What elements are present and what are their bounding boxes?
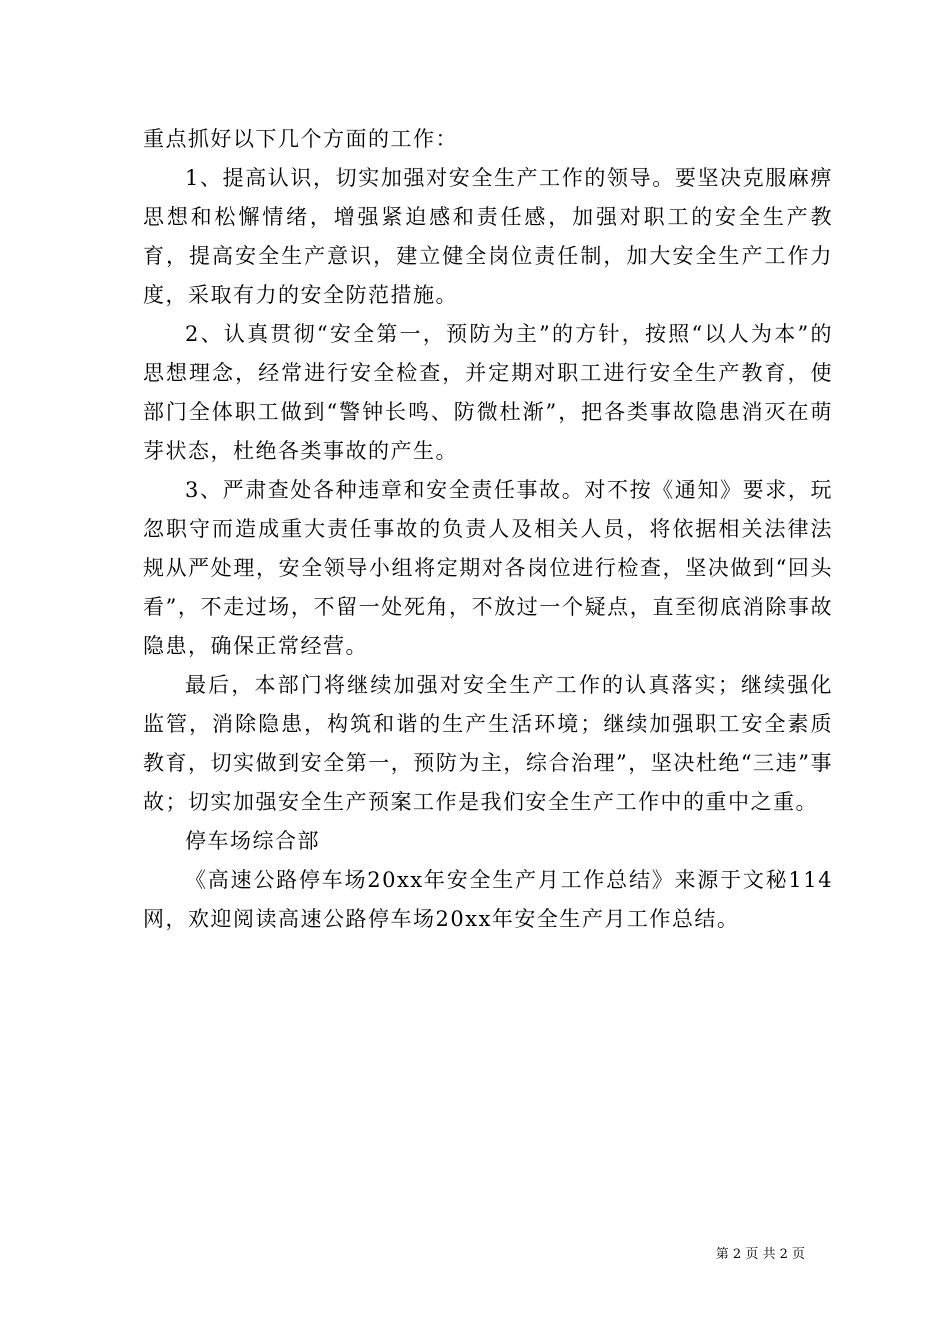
paragraph-source-note: 《高速公路停车场20xx年安全生产月工作总结》来源于文秘114网，欢迎阅读高速公路停车场20xx年安全生产月工作总结。 bbox=[143, 868, 833, 931]
document-body bbox=[143, 120, 833, 939]
paragraph-intro: 重点抓好以下几个方面的工作： bbox=[143, 127, 458, 151]
paragraph-item-3: 3、严肃查处各种违章和安全责任事故。对不按《通知》要求，玩忽职守而造成重大责任事故的负责人及相关人员，将依据相关法律法规从严处理，安全领导小组将定期对各岗位进行检查，坚决做到“回头看”，不走过场，不留一处死角，不放过一个疑点，直至彻底消除事故隐患，确保正常经营。 bbox=[143, 478, 833, 658]
page-number: 第 2 页 共 2 页 bbox=[715, 1247, 805, 1262]
paragraph-item-1: 1、提高认识，切实加强对安全生产工作的领导。要坚决克服麻痹思想和松懈情绪，增强紧迫感和责任感，加强对职工的安全生产教育，提高安全生产意识，建立健全岗位责任制，加大安全生产工作力度，采取有力的安全防范措施。 bbox=[143, 166, 833, 307]
signature-department: 停车场综合部 bbox=[185, 829, 320, 853]
paragraph-conclusion: 最后，本部门将继续加强对安全生产工作的认真落实；继续强化监管，消除隐患，构筑和谐的生产生活环境；继续加强职工安全素质教育，切实做到安全第一，预防为主，综合治理”，坚决杜绝“三违”事故；切实加强安全生产预案工作是我们安全生产工作中的重中之重。 bbox=[143, 673, 833, 814]
paragraph-item-2: 2、认真贯彻“安全第一，预防为主”的方针，按照“以人为本”的思想理念，经常进行安全检查，并定期对职工进行安全生产教育，使部门全体职工做到“警钟长鸣、防微杜渐”，把各类事故隐患消灭在萌芽状态，杜绝各类事故的产生。 bbox=[143, 322, 833, 463]
